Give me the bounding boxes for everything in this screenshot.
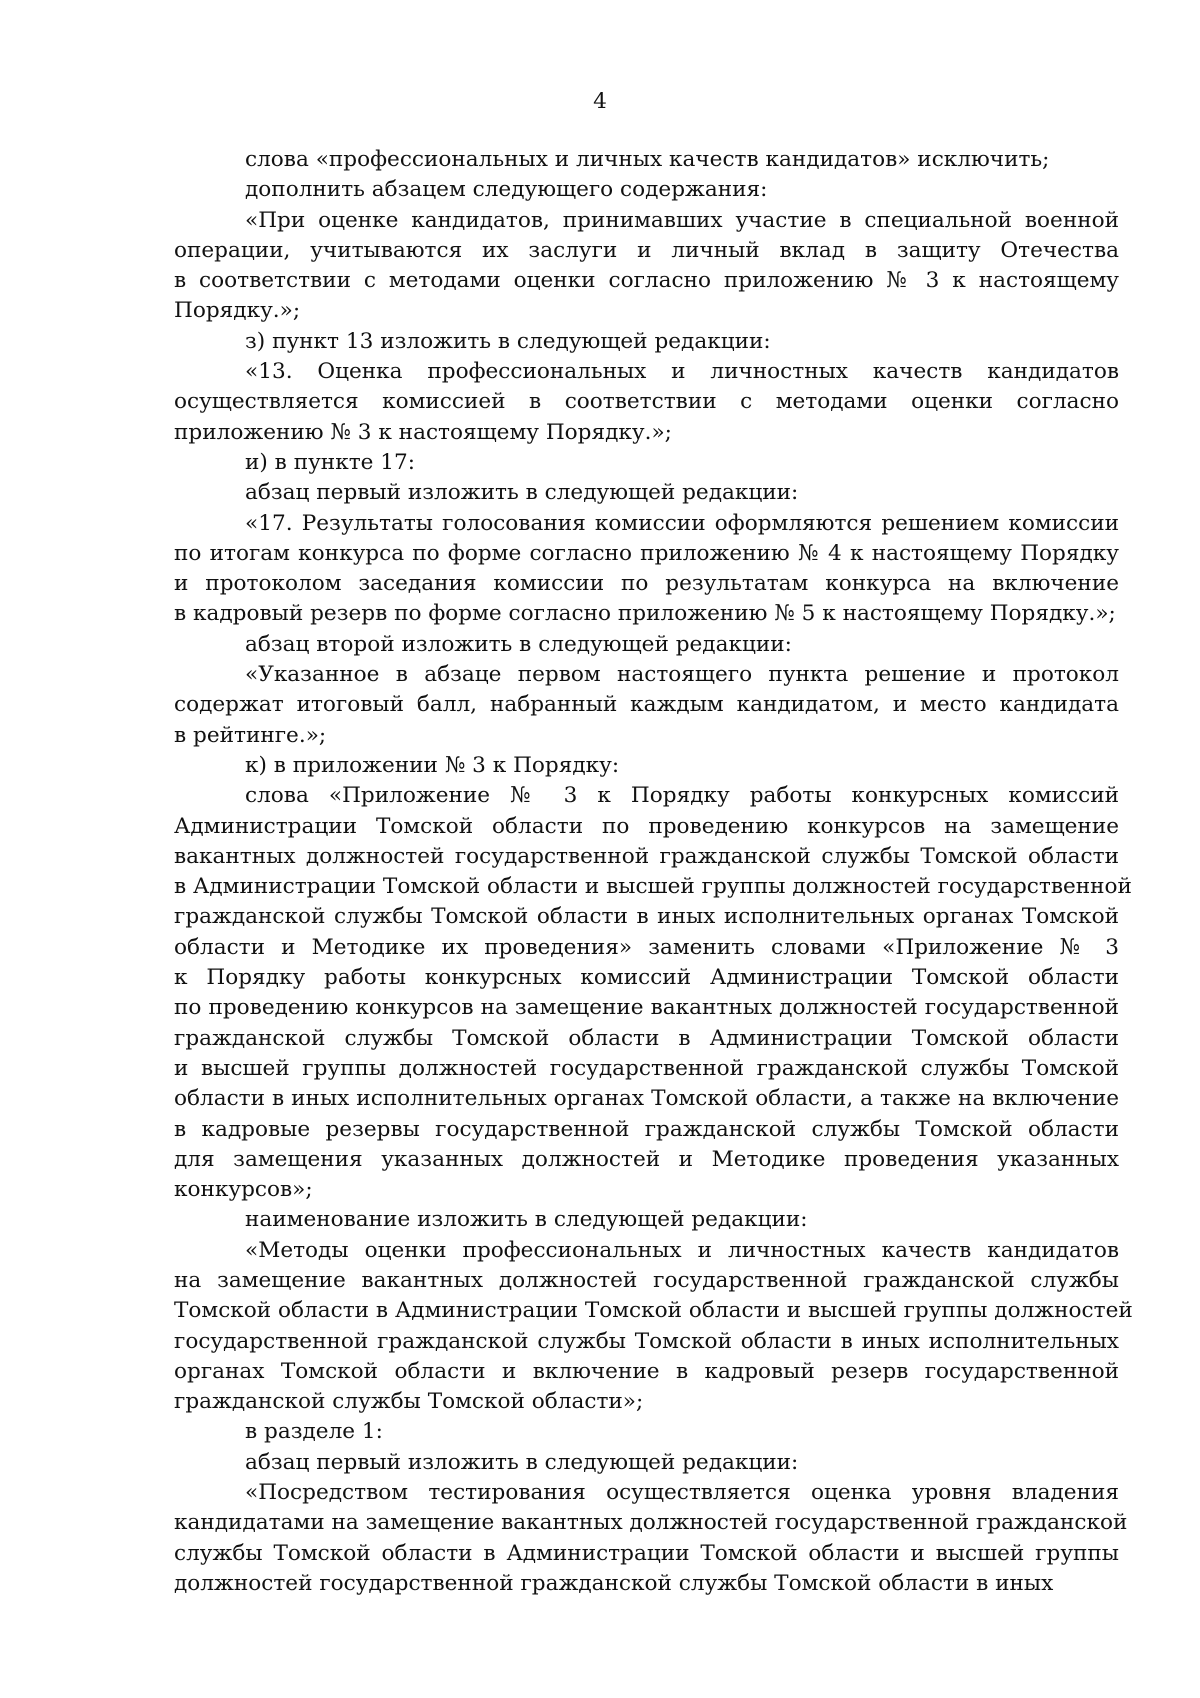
paragraph-line: для замещения указанных должностей и Методике проведения указанных <box>174 1146 1119 1172</box>
paragraph-line: конкурсов»; <box>174 1177 313 1203</box>
paragraph <box>174 509 1119 630</box>
paragraph <box>174 175 1119 205</box>
paragraph <box>174 357 1119 448</box>
paragraph-line: «Указанное в абзаце первом настоящего пункта решение и протокол <box>245 662 1119 688</box>
paragraph-line: абзац первый изложить в следующей редакции: <box>245 480 799 506</box>
paragraph-line: в Администрации Томской области и высшей группы должностей государственной <box>174 874 1132 900</box>
paragraph-line: «17. Результаты голосования комиссии оформляются решением комиссии <box>245 510 1119 536</box>
paragraph-line: к Порядку работы конкурсных комиссий Администрации Томской области <box>174 965 1119 991</box>
paragraph-line: наименование изложить в следующей редакции: <box>245 1207 808 1233</box>
paragraph-line: приложению № 3 к настоящему Порядку.»; <box>174 419 672 445</box>
paragraph-line: должностей государственной гражданской службы Томской области в иных <box>174 1570 1054 1596</box>
paragraph-line: и) в пункте 17: <box>245 449 416 475</box>
paragraph-line: «13. Оценка профессиональных и личностных качеств кандидатов <box>245 359 1119 385</box>
paragraph <box>174 206 1119 327</box>
paragraph-line: по проведению конкурсов на замещение вакантных должностей государственной <box>174 995 1119 1021</box>
paragraph-line: абзац первый изложить в следующей редакции: <box>245 1449 799 1475</box>
page-number: 4 <box>593 89 607 114</box>
paragraph <box>174 1478 1128 1599</box>
paragraph <box>174 145 1119 175</box>
paragraph-line: абзац второй изложить в следующей редакции: <box>245 631 792 657</box>
paragraph-line: Порядку.»; <box>174 298 301 324</box>
paragraph-line: Администрации Томской области по проведению конкурсов на замещение <box>174 813 1119 839</box>
paragraph-line: гражданской службы Томской области в Администрации Томской области <box>174 1025 1119 1051</box>
paragraph-line: осуществляется комиссией в соответствии с методами оценки согласно <box>174 389 1119 415</box>
paragraph-line: вакантных должностей государственной гражданской службы Томской области <box>174 843 1119 869</box>
paragraph-line: Томской области в Администрации Томской области и высшей группы должностей <box>174 1298 1133 1324</box>
paragraph-line: «При оценке кандидатов, принимавших участие в специальной военной <box>245 207 1119 233</box>
paragraph <box>174 1417 1119 1447</box>
paragraph <box>174 1205 1119 1235</box>
paragraph-line: в рейтинге.»; <box>174 722 327 748</box>
paragraph <box>174 660 1119 751</box>
paragraph <box>174 1236 1133 1418</box>
paragraph <box>174 781 1132 1205</box>
paragraph <box>174 478 1119 508</box>
paragraph-line: гражданской службы Томской области»; <box>174 1389 644 1415</box>
paragraph-line: по итогам конкурса по форме согласно приложению № 4 к настоящему Порядку <box>174 540 1119 566</box>
paragraph-line: и протоколом заседания комиссии по результатам конкурса на включение <box>174 571 1119 597</box>
paragraph-line: в разделе 1: <box>245 1419 383 1445</box>
paragraph-line: содержат итоговый балл, набранный каждым кандидатом, и место кандидата <box>174 692 1119 718</box>
paragraph-line: к) в приложении № 3 к Порядку: <box>245 752 620 778</box>
paragraph <box>174 448 1119 478</box>
paragraph-line: в кадровые резервы государственной гражданской службы Томской области <box>174 1116 1119 1142</box>
paragraph-line: в соответствии с методами оценки согласно приложению № 3 к настоящему <box>174 268 1119 294</box>
paragraph <box>174 751 1119 781</box>
paragraph-line: службы Томской области в Администрации Томской области и высшей группы <box>174 1540 1119 1566</box>
paragraph <box>174 1448 1119 1478</box>
paragraph-line: и высшей группы должностей государственной гражданской службы Томской <box>174 1055 1119 1081</box>
paragraph-line: на замещение вакантных должностей государственной гражданской службы <box>174 1267 1119 1293</box>
paragraph-line: з) пункт 13 изложить в следующей редакции: <box>245 328 771 354</box>
paragraph-line: операции, учитываются их заслуги и личный вклад в защиту Отечества <box>174 237 1119 263</box>
paragraph-line: дополнить абзацем следующего содержания: <box>245 177 768 203</box>
paragraph-line: «Методы оценки профессиональных и личностных качеств кандидатов <box>245 1237 1119 1263</box>
paragraph-line: области в иных исполнительных органах Томской области, а также на включение <box>174 1086 1119 1112</box>
paragraph-line: кандидатами на замещение вакантных должностей государственной гражданской <box>174 1510 1128 1536</box>
paragraph-line: органах Томской области и включение в кадровый резерв государственной <box>174 1358 1119 1384</box>
paragraph-line: слова «профессиональных и личных качеств кандидатов» исключить; <box>245 147 1050 172</box>
paragraph-line: гражданской службы Томской области в иных исполнительных органах Томской <box>174 904 1119 930</box>
paragraph <box>174 327 1119 357</box>
paragraph <box>174 630 1119 660</box>
paragraph-line: области и Методике их проведения» заменить словами «Приложение № 3 <box>174 934 1119 960</box>
paragraph-line: в кадровый резерв по форме согласно приложению № 5 к настоящему Порядку.»; <box>174 601 1116 627</box>
paragraph-line: слова «Приложение № 3 к Порядку работы конкурсных комиссий <box>245 783 1119 809</box>
paragraph-line: «Посредством тестирования осуществляется оценка уровня владения <box>245 1480 1119 1506</box>
paragraph-line: государственной гражданской службы Томской области в иных исполнительных <box>174 1328 1119 1354</box>
document-body <box>174 145 1133 1599</box>
